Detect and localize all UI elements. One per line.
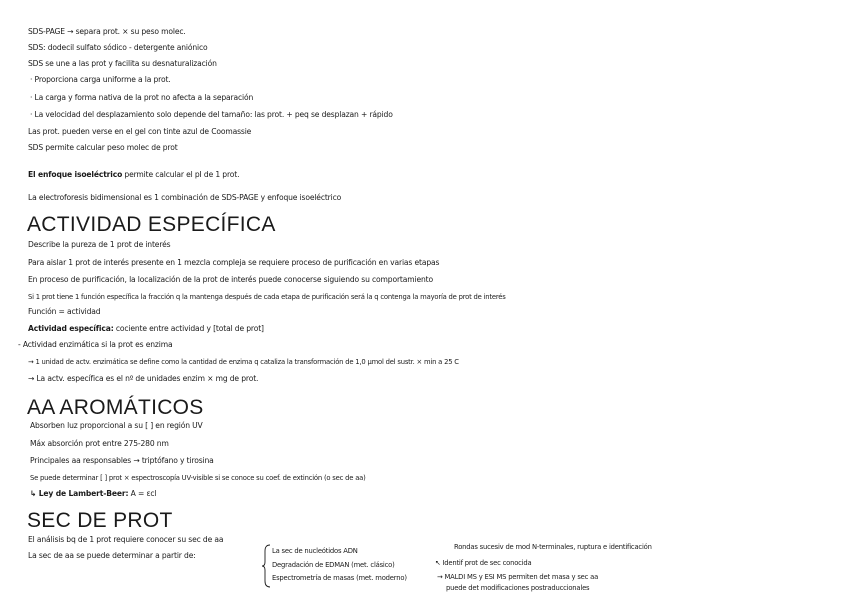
note-line: Las prot. pueden verse en el gel con tinte azul de Coomassie bbox=[28, 127, 252, 136]
list-item: Espectrometría de masas (met. moderno) bbox=[272, 574, 407, 582]
note-line: · Proporciona carga uniforme a la prot. bbox=[30, 75, 171, 84]
note-line: SDS-PAGE → separa prot. × su peso molec. bbox=[28, 27, 186, 36]
note-line: → 1 unidad de actv. enzimática se define como la cantidad de enzima q cataliza la transformación de 1,0 µmol del sustr. × min a 25 C bbox=[28, 358, 459, 366]
section-heading: ACTIVIDAD ESPECÍFICA bbox=[27, 213, 276, 236]
note-line: La sec de aa se puede determinar a partir de: bbox=[28, 551, 196, 560]
note-line: Absorben luz proporcional a su [ ] en región UV bbox=[30, 421, 203, 430]
note-line: · La carga y forma nativa de la prot no afecta a la separación bbox=[30, 93, 254, 102]
note-line: SDS se une a las prot y facilita su desnaturalización bbox=[28, 59, 217, 68]
note-line: → La actv. específica es el nº de unidades enzim × mg de prot. bbox=[28, 374, 259, 383]
brace-icon bbox=[262, 543, 272, 589]
side-note: ↖ Identif prot de sec conocida bbox=[435, 559, 532, 567]
note-line: SDS: dodecil sulfato sódico - detergente aniónico bbox=[28, 43, 208, 52]
note-text: A = εcl bbox=[128, 489, 157, 498]
note-text: cociente entre actividad y [total de prot] bbox=[113, 324, 264, 333]
note-text: permite calcular el pI de 1 prot. bbox=[122, 170, 240, 179]
note-line bbox=[28, 324, 264, 334]
note-line: SDS permite calcular peso molec de prot bbox=[28, 143, 178, 152]
note-line: En proceso de purificación, la localización de la prot de interés puede conocerse siguiendo su comportamiento bbox=[28, 275, 433, 284]
bold-term: El enfoque isoeléctrico bbox=[28, 170, 123, 179]
note-line: El análisis bq de 1 prot requiere conocer su sec de aa bbox=[28, 535, 224, 544]
list-item: Degradación de EDMAN (met. clásico) bbox=[272, 561, 395, 569]
note-line bbox=[28, 170, 239, 180]
bold-term: ↳ Ley de Lambert-Beer: bbox=[30, 489, 129, 498]
bold-term: Actividad específica: bbox=[28, 324, 114, 333]
note-line: Para aislar 1 prot de interés presente en 1 mezcla compleja se requiere proceso de purificación en varias etapas bbox=[28, 258, 440, 267]
note-line: · La velocidad del desplazamiento solo depende del tamaño: las prot. + peq se desplazan + rápido bbox=[30, 110, 393, 119]
side-note: Rondas sucesiv de mod N-terminales, ruptura e identificación bbox=[454, 543, 652, 551]
note-line: Máx absorción prot entre 275-280 nm bbox=[30, 439, 169, 448]
side-note: puede det modificaciones postraduccionales bbox=[446, 584, 590, 592]
note-line: Principales aa responsables → triptófano y tirosina bbox=[30, 456, 214, 465]
note-line: Se puede determinar [ ] prot × espectroscopía UV-visible si se conoce su coef. de extinción (o sec de aa) bbox=[30, 474, 366, 482]
note-line: - Actividad enzimática si la prot es enzima bbox=[18, 340, 173, 349]
list-item: La sec de nucleótidos ADN bbox=[272, 547, 358, 555]
note-line: Si 1 prot tiene 1 función específica la fracción q la mantenga después de cada etapa de purificación será la q contenga la mayoría de prot de interés bbox=[28, 293, 506, 301]
note-line bbox=[30, 489, 156, 499]
section-heading: SEC DE PROT bbox=[27, 509, 173, 532]
side-note: → MALDI MS y ESI MS permiten det masa y sec aa bbox=[437, 573, 599, 581]
section-heading: AA AROMÁTICOS bbox=[27, 396, 204, 419]
note-line: Describe la pureza de 1 prot de interés bbox=[28, 240, 171, 249]
note-line: Función = actividad bbox=[28, 307, 101, 316]
note-line: La electroforesis bidimensional es 1 combinación de SDS-PAGE y enfoque isoeléctrico bbox=[28, 193, 342, 202]
